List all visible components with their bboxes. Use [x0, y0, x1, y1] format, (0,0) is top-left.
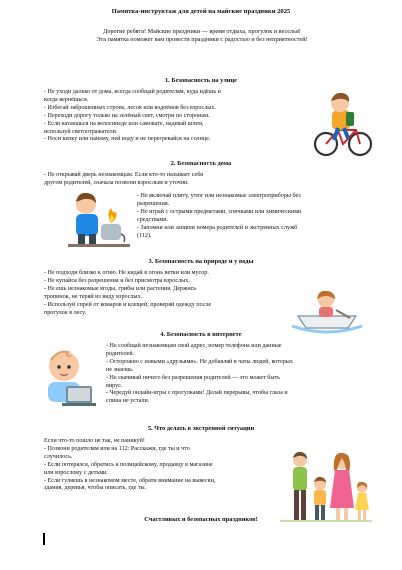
text-line: спина не устали.: [106, 398, 150, 405]
text-line: используй светоотражатели.: [44, 128, 118, 135]
text-line: - Чередуй онлайн-игры с прогулками! Делай перерывы, чтобы глаза и: [106, 390, 288, 397]
text-line: прогулок в лесу.: [44, 309, 87, 316]
text-line: - Не скачивай ничего без разрешения родителей — это может быть: [106, 374, 280, 381]
text-line: (112).: [137, 232, 152, 239]
section-text: [44, 172, 284, 188]
text-line: - Не сообщай незнакомцам свой адрес, номер телефона или данные: [106, 343, 282, 349]
text-line: вирус.: [106, 382, 123, 389]
text-line: - Осторожно с новыми «друзьями». Не добавляй в чаты людей, которых: [106, 358, 293, 365]
text-line: - Носи кепку или панаму, пей воду и не перегревайся на солнце.: [44, 136, 211, 143]
text-line: не знаешь.: [106, 366, 134, 373]
text-line: другом родителей, сначала позвони взрослым и уточни.: [44, 179, 189, 186]
text-line: тропинок, не теряй из виду взрослых.: [44, 293, 143, 300]
text-line: - Не подходи близко к огню. Не кидай в огонь ветки или мусор.: [44, 270, 209, 276]
text-line: - Если потерялся, обратись к полицейскому, продавцу в магазине: [44, 461, 213, 468]
section-text: [44, 438, 280, 493]
text-line: - Если гуляешь в незнакомом месте, обрати внимание на вывески,: [44, 477, 216, 484]
section-heading: 1. Безопасность на улице: [164, 77, 238, 84]
section-heading: 4. Безопасность в интернете: [160, 331, 242, 338]
text-line: - Позвони родителям или на 112: Расскажи, где ты и что: [44, 445, 190, 452]
boy-with-toaster-illustration: [68, 190, 130, 250]
closing-text: Счастливых и безопасных праздников!: [144, 516, 258, 523]
text-line: Если что-то пошло не так, не паникуй!: [44, 438, 145, 444]
text-line: - Используй спрей от комаров и клещей, проверяй одежду после: [44, 301, 212, 308]
text-line: когда вернёшься.: [44, 96, 89, 103]
text-line: - Не купайся без разрешения и без присмотра взрослых.: [44, 277, 190, 284]
text-line: - Переходи дорогу только на зелёный свет, смотри по сторонам.: [44, 112, 210, 119]
intro-line: Эта памятка поможет вам провести праздники с радостью и без неприятностей!: [96, 36, 308, 43]
text-line: средствами.: [137, 216, 168, 223]
text-line: случилось.: [44, 453, 73, 460]
section-heading: 3. Безопасность на природе и у воды: [148, 258, 254, 265]
text-line: - Не уходи далеко от дома, всегда сообщай родителям, куда идёшь и: [44, 89, 221, 95]
text-line: - Если катаешься на велосипеде или самокате, надевай шлем,: [44, 120, 204, 127]
section-text: [44, 270, 284, 317]
section-text: [106, 343, 368, 406]
text-line: - Не ешь незнакомые ягоды, грибы или растения. Держись: [44, 285, 197, 292]
text-line: - Запомни или запиши номера родителей и экстренных служб: [137, 224, 298, 231]
text-line: родителей.: [106, 350, 135, 357]
section-text: [137, 193, 369, 240]
intro-line: Дорогие ребята! Майские праздники — время отдыха, прогулок и веселья!: [103, 28, 301, 35]
text-line: разрешения.: [137, 200, 170, 207]
text-line: - Не открывай дверь незнакомцам. Если кто-то называет себя: [44, 172, 203, 178]
girl-in-boat-illustration: [290, 288, 364, 336]
intro: [40, 28, 364, 44]
section-text: [44, 89, 294, 144]
text-line: - Избегай заброшенных строек, лесов или водоёмов без взрослых.: [44, 104, 216, 111]
text-cursor: [43, 533, 45, 545]
boy-on-bicycle-illustration: [312, 92, 374, 158]
text-line: - Не играй с острыми предметами, спичками или химическими: [137, 208, 302, 215]
section-heading: 2. Безопасность дома: [170, 160, 232, 167]
baby-with-laptop-illustration: [38, 346, 96, 412]
text-line: - Не включай плиту, утюг или незнакомые электроприборы без: [137, 193, 301, 199]
text-line: здания, деревья, чтобы описать, где ты.: [44, 485, 147, 492]
text-line: или взрослому с детьми.: [44, 469, 108, 476]
page-title: Памятка-инструктаж для детей на майские праздники 2025: [111, 8, 291, 15]
section-heading: 5. Что делать в экстренной ситуации: [147, 425, 255, 432]
